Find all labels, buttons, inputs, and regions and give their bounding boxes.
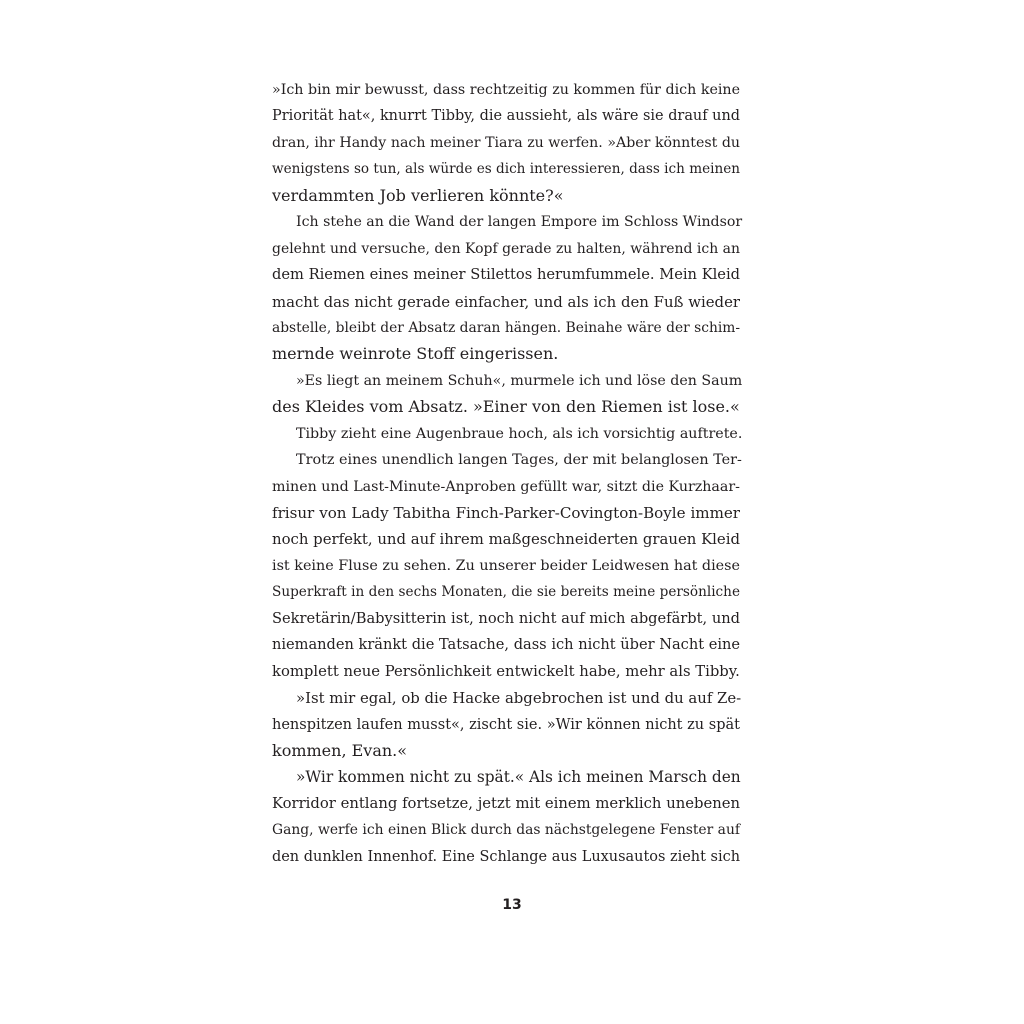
text-line: wenigstens so tun, als würde es dich interessieren, dass ich meinen	[272, 161, 740, 178]
paragraph	[272, 209, 743, 368]
paragraph	[272, 685, 740, 764]
text-line: mernde weinrote Stoff eingerissen.	[272, 344, 559, 364]
text-line: Trotz eines unendlich langen Tages, der mit belanglosen Ter-	[296, 452, 742, 469]
text-line: Sekretärin/Babysitterin ist, noch nicht auf mich abgefärbt, und	[272, 609, 740, 627]
text-line: dran, ihr Handy nach meiner Tiara zu werfen. »Aber könntest du	[272, 134, 740, 151]
paragraph	[272, 764, 740, 870]
text-line: ist keine Fluse zu sehen. Zu unserer beider Leidwesen hat diese	[272, 557, 740, 574]
text-line: minen und Last-Minute-Anproben gefüllt war, sitzt die Kurzhaar-	[272, 478, 740, 495]
text-line: »Ich bin mir bewusst, dass rechtzeitig zu kommen für dich keine	[272, 82, 740, 98]
text-line: Korridor entlang fortsetze, jetzt mit einem merklich unebenen	[272, 794, 740, 812]
text-line: Gang, werfe ich einen Blick durch das nächstgelegene Fenster auf	[272, 822, 740, 839]
paragraph	[272, 421, 743, 447]
text-line: frisur von Lady Tabitha Finch-Parker-Covington-Boyle immer	[272, 504, 740, 522]
text-line: »Wir kommen nicht zu spät.« Als ich meinen Marsch den	[296, 768, 741, 787]
text-line: kommen, Evan.«	[272, 740, 408, 760]
page-number: 13	[502, 897, 522, 913]
text-line: Tibby zieht eine Augenbraue hoch, als ich vorsichtig auftrete.	[296, 425, 743, 442]
paragraph	[272, 77, 740, 209]
text-line: macht das nicht gerade einfacher, und als ich den Fuß wieder	[272, 292, 740, 311]
text-line: des Kleides vom Absatz. »Einer von den Riemen ist lose.«	[272, 397, 740, 417]
text-line: den dunklen Innenhof. Eine Schlange aus Luxusautos zieht sich	[272, 848, 740, 865]
text-line: abstelle, bleibt der Absatz daran hängen. Beinahe wäre der schim-	[272, 319, 740, 336]
paragraph	[272, 447, 740, 685]
text-line: dem Riemen eines meiner Stilettos herumfummele. Mein Kleid	[272, 266, 740, 284]
text-line: komplett neue Persönlichkeit entwickelt habe, mehr als Tibby.	[272, 662, 740, 680]
text-line: henspitzen laufen musst«, zischt sie. »Wir können nicht zu spät	[272, 716, 740, 733]
text-line: noch perfekt, und auf ihrem maßgeschneiderten grauen Kleid	[272, 530, 740, 549]
body-text	[272, 77, 743, 870]
text-line: »Es liegt an meinem Schuh«, murmele ich und löse den Saum	[296, 372, 743, 389]
text-line: gelehnt und versuche, den Kopf gerade zu halten, während ich an	[272, 240, 740, 257]
text-line: Priorität hat«, knurrt Tibby, die aussieht, als wäre sie drauf und	[272, 108, 740, 125]
text-line: »Ist mir egal, ob die Hacke abgebrochen ist und du auf Ze-	[296, 689, 742, 708]
text-line: Ich stehe an die Wand der langen Empore im Schloss Windsor	[296, 214, 743, 231]
text-line: Superkraft in den sechs Monaten, die sie bereits meine persönliche	[272, 584, 740, 601]
paragraph	[272, 368, 743, 421]
text-line: niemanden kränkt die Tatsache, dass ich nicht über Nacht eine	[272, 636, 740, 654]
text-line: verdammten Job verlieren könnte?«	[272, 185, 564, 205]
